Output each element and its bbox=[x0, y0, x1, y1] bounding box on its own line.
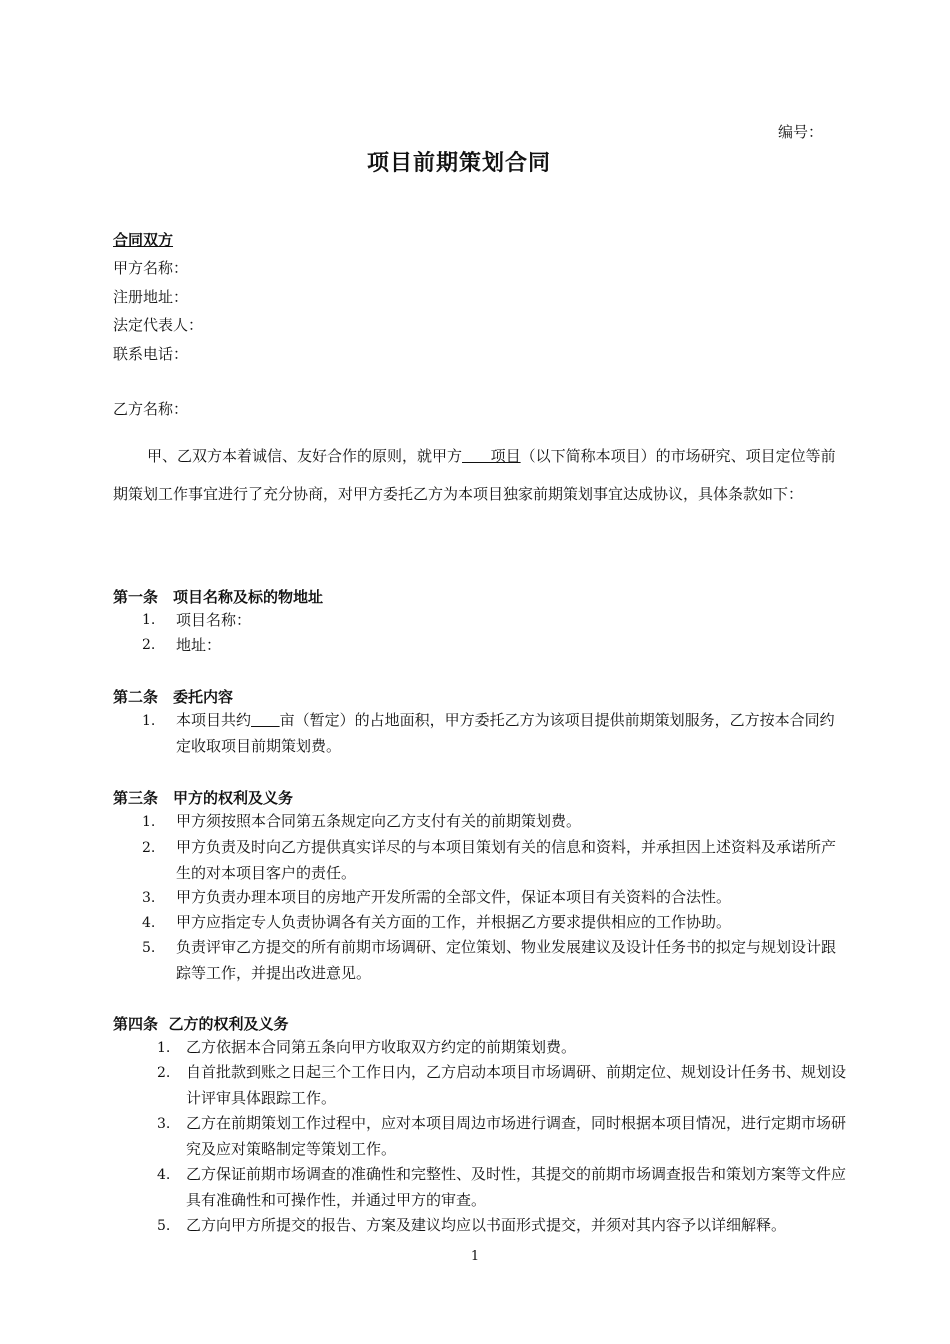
party-a-address: 注册地址： bbox=[113, 288, 189, 306]
contract-title: 项目前期策划合同 bbox=[366, 150, 551, 176]
intro-paragraph bbox=[113, 437, 843, 513]
intro-text-2: （以下简称本项目）的市场研究、项目定位等前期策划工作事宜进行了充分协商，对甲方委托乙方为本项目独家前期策划事宜达成协议，具体条款如下： bbox=[113, 447, 836, 503]
article-1-item-1-number: 1. bbox=[142, 612, 156, 628]
article-2-heading: 第二条 委托内容 bbox=[113, 688, 234, 706]
article-3-item-5-number: 5. bbox=[142, 940, 156, 956]
party-a-name: 甲方名称： bbox=[113, 259, 189, 277]
article-3-item-5: 负责评审乙方提交的所有前期市场调研、定位策划、物业发展建议及设计任务书的拟定与规划设计跟踪等工作，并提出改进意见。 bbox=[176, 938, 837, 982]
parties-heading: 合同双方 bbox=[113, 231, 174, 249]
party-a-representative: 法定代表人： bbox=[113, 316, 204, 334]
article-2-text-after: 亩（暂定）的占地面积，甲方委托乙方为该项目提供前期策划服务，乙方按本合同约定收取项目前期策划费。 bbox=[176, 711, 835, 755]
article-4-item-5-number: 5. bbox=[157, 1218, 171, 1234]
article-3-item-4-number: 4. bbox=[142, 915, 156, 931]
article-3-item-2-number: 2. bbox=[142, 840, 156, 856]
article-1-item-2: 地址： bbox=[176, 636, 222, 654]
article-4-item-2-number: 2. bbox=[157, 1065, 171, 1081]
article-2-item-1-number: 1. bbox=[142, 713, 156, 729]
article-4-item-4: 乙方保证前期市场调查的准确性和完整性、及时性，其提交的前期市场调查报告和策划方案等文件应具有准确性和可操作性，并通过甲方的审查。 bbox=[186, 1165, 847, 1209]
article-4-item-1-number: 1. bbox=[157, 1040, 171, 1056]
intro-blank-project: 项目 bbox=[462, 447, 521, 465]
serial-number-label: 编号： bbox=[778, 123, 824, 141]
article-4-item-5: 乙方向甲方所提交的报告、方案及建议均应以书面形式提交，并须对其内容予以详细解释。 bbox=[186, 1216, 787, 1234]
article-1-item-2-number: 2. bbox=[142, 637, 156, 653]
article-3-heading: 第三条 甲方的权利及义务 bbox=[113, 789, 294, 807]
article-3-item-2: 甲方负责及时向乙方提供真实详尽的与本项目策划有关的信息和资料，并承担因上述资料及承诺所产生的对本项目客户的责任。 bbox=[176, 838, 837, 882]
article-1-item-1: 项目名称： bbox=[176, 611, 252, 629]
article-4-item-4-number: 4. bbox=[157, 1167, 171, 1183]
article-3-item-4: 甲方应指定专人负责协调各有关方面的工作，并根据乙方要求提供相应的工作协助。 bbox=[176, 913, 732, 931]
article-2-blank bbox=[251, 711, 280, 729]
article-4-item-3-number: 3. bbox=[157, 1116, 171, 1132]
intro-text-1: 甲、乙双方本着诚信、友好合作的原则，就甲方 bbox=[147, 447, 463, 465]
page-number: 1 bbox=[470, 1249, 480, 1264]
party-b-name: 乙方名称： bbox=[113, 400, 189, 418]
article-3-item-3-number: 3. bbox=[142, 890, 156, 906]
article-4-item-2: 自首批款到账之日起三个工作日内，乙方启动本项目市场调研、前期定位、规划设计任务书、规划设计评审具体跟踪工作。 bbox=[186, 1063, 847, 1107]
article-1-heading: 第一条 项目名称及标的物地址 bbox=[113, 588, 324, 606]
article-3-item-3: 甲方负责办理本项目的房地产开发所需的全部文件，保证本项目有关资料的合法性。 bbox=[176, 888, 732, 906]
article-4-item-1: 乙方依据本合同第五条向甲方收取双方约定的前期策划费。 bbox=[186, 1038, 577, 1056]
article-2-text-before: 本项目共约 bbox=[176, 711, 252, 729]
article-3-item-1: 甲方须按照本合同第五条规定向乙方支付有关的前期策划费。 bbox=[176, 812, 582, 830]
article-4-heading: 第四条 乙方的权利及义务 bbox=[113, 1015, 289, 1033]
article-4-item-3: 乙方在前期策划工作过程中，应对本项目周边市场进行调查，同时根据本项目情况，进行定期市场研究及应对策略制定等策划工作。 bbox=[186, 1114, 847, 1158]
party-a-phone: 联系电话： bbox=[113, 345, 189, 363]
article-2-item-1 bbox=[176, 707, 844, 759]
article-3-item-1-number: 1. bbox=[142, 814, 156, 830]
